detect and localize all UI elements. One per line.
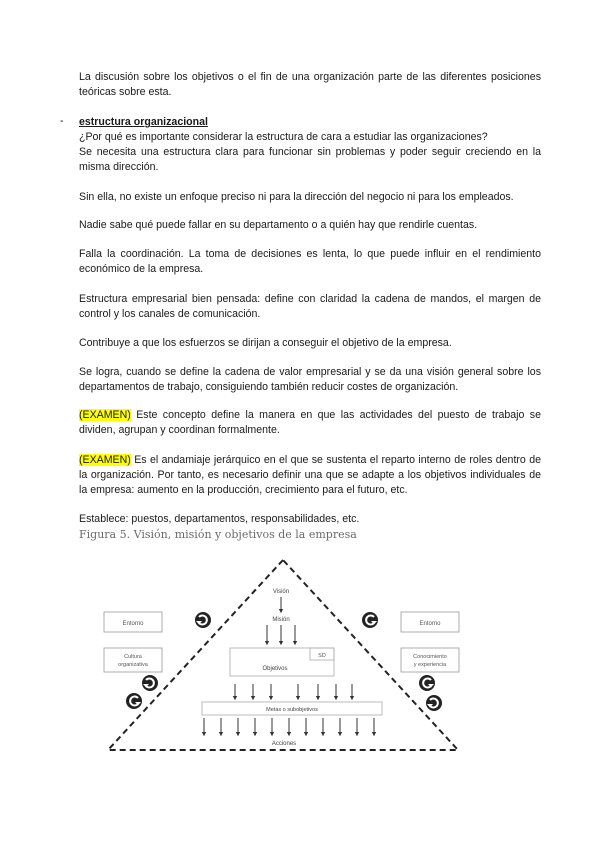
conocimiento-box — [401, 648, 459, 672]
paragraph-10: Establece: puestos, departamentos, responsabilidades, etc. — [79, 513, 360, 525]
sd-label: SD — [318, 653, 326, 659]
circular-arrow-icon — [362, 612, 378, 628]
cultura-box — [104, 648, 162, 672]
metas-label: Metas o subobjetivos — [266, 707, 318, 713]
paragraph-8 — [79, 408, 541, 438]
circular-arrow-icon — [126, 693, 142, 709]
vision-label: Visión — [272, 589, 290, 595]
entorno-left-label: Entorno — [122, 621, 144, 627]
section-heading: estructura organizacional — [79, 116, 208, 128]
paragraph-9-text: Es el andamiaje jerárquico en el que se sustenta el reparto interno de roles dentro de la organización. Por tanto, es necesario definir una que se adapte a los objetivos individuales de la empresa: aumento en la producción, crecimiento para el futuro, etc. — [79, 454, 541, 496]
circular-arrow-icon — [419, 675, 435, 691]
circular-arrow-icon — [426, 695, 442, 711]
exam-highlight: (EXAMEN) — [79, 454, 131, 466]
exam-highlight: (EXAMEN) — [79, 409, 131, 421]
circular-arrow-icon — [195, 612, 211, 628]
intro-paragraph: La discusión sobre los objetivos o el fin de una organización parte de las diferentes posiciones teóricas sobre esta. — [79, 71, 541, 98]
paragraph-8-text: Este concepto define la manera en que las actividades del puesto de trabajo se dividen, agrupan y coordinan formalmente. — [79, 409, 541, 436]
paragraph-5: Estructura empresarial bien pensada: define con claridad la cadena de mandos, el margen de control y los canales de comunicación. — [79, 293, 541, 320]
paragraph-9 — [79, 453, 541, 498]
conocimiento-label-line2: y experiencia — [413, 662, 447, 668]
paragraph-4: Falla la coordinación. La toma de decisiones es lenta, lo que puede influir en el rendimiento económico de la empresa. — [79, 248, 541, 275]
paragraph-1: Se necesita una estructura clara para funcionar sin problemas y poder seguir creciendo en la misma dirección. — [79, 146, 541, 173]
entorno-right-label: Entorno — [419, 621, 441, 627]
bullet-marker: - — [60, 115, 64, 127]
vision-mission-diagram — [90, 552, 480, 752]
paragraph-2: Sin ella, no existe un enfoque preciso ni para la dirección del negocio ni para los empleados. — [79, 191, 514, 203]
cultura-label-line1: Cultura — [124, 654, 142, 660]
paragraph-3: Nadie sabe qué puede fallar en su departamento o a quién hay que rendirle cuentas. — [79, 219, 478, 231]
paragraph-7: Se logra, cuando se define la cadena de valor empresarial y se da una visión general sobre los departamentos de trabajo, consiguiendo también reducir costes de organización. — [79, 366, 541, 393]
acciones-label: Acciones — [271, 741, 297, 747]
question-line: ¿Por qué es importante considerar la estructura de cara a estudiar las organizaciones? — [79, 131, 488, 143]
figure-title: Figura 5. Visión, misión y objetivos de la empresa — [79, 528, 357, 541]
section-block — [79, 115, 541, 175]
conocimiento-label-line1: Conocimiento — [413, 654, 447, 660]
mission-label: Misión — [272, 617, 290, 623]
circular-arrow-icon — [142, 675, 158, 691]
paragraph-6: Contribuye a que los esfuerzos se dirijan a conseguir el objetivo de la empresa. — [79, 337, 452, 349]
cultura-label-line2: organizativa — [118, 662, 148, 668]
objetivos-label: Objetivos — [262, 666, 288, 672]
